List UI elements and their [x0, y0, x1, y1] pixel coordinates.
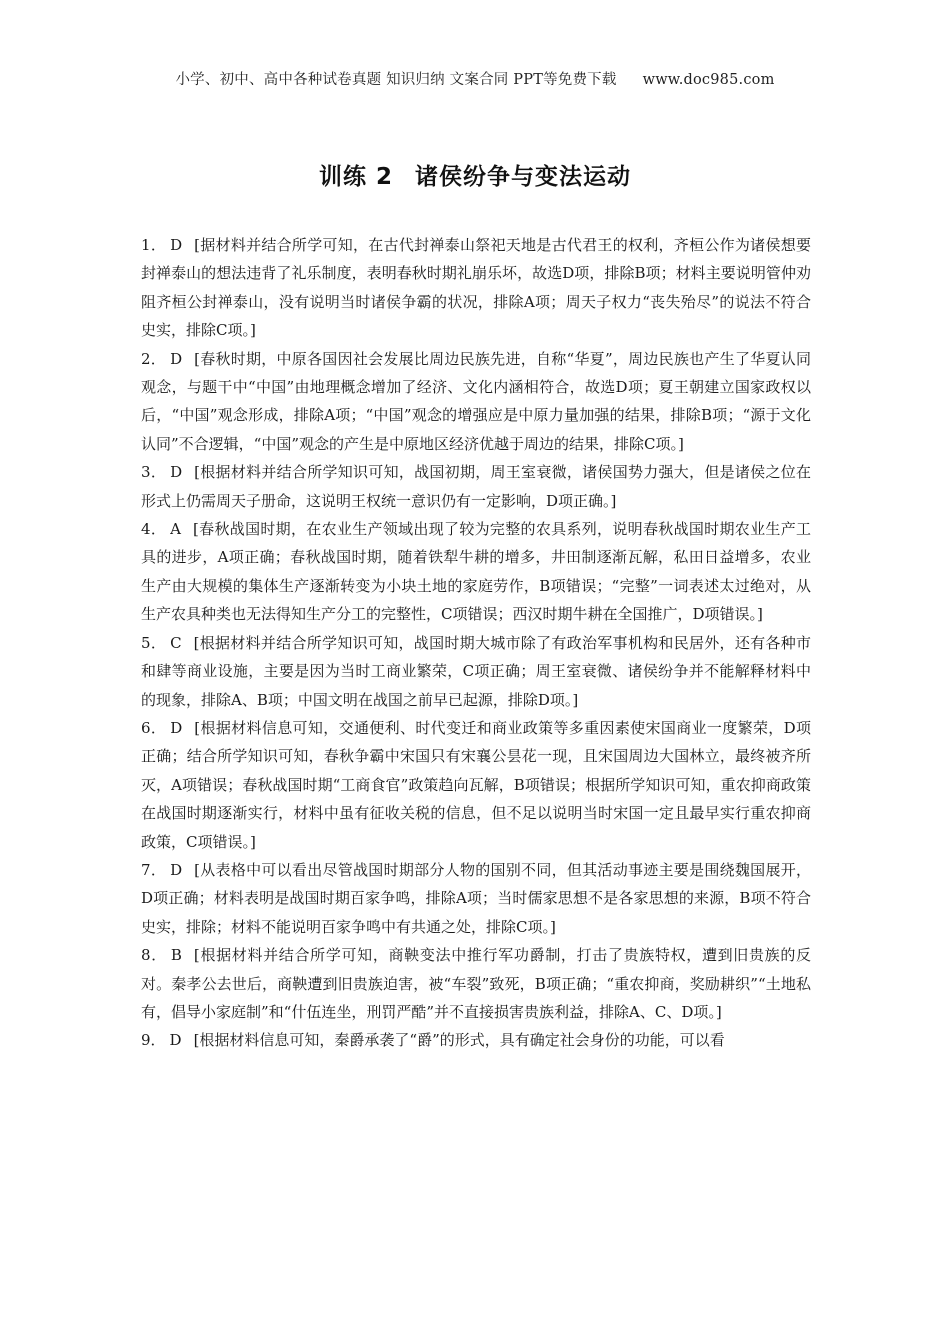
answer-number: 9．	[141, 1031, 166, 1050]
answer-number: 6．	[141, 718, 167, 737]
header-text: 小学、初中、高中各种试卷真题 知识归纳 文案合同 PPT等免费下载	[175, 72, 617, 88]
title-label: 训练 2	[318, 164, 393, 190]
answer-item-2	[141, 345, 811, 459]
answer-explanation: [根据材料信息可知，秦爵承袭了“爵”的形式，具有确定社会身份的功能，可以看	[193, 1031, 725, 1050]
answer-item-5	[141, 629, 811, 714]
answer-choice: D	[170, 236, 183, 254]
answer-explanation: [从表格中可以看出尽管战国时期部分人物的国别不同，但其活动事迹主要是围绕魏国展开，D项正确；材料表明是战国时期百家争鸣，排除A项；当时儒家思想不是各家思想的来源，B项不符合史实，排除；材料不能说明百家争鸣中有共通之处，排除C项。]	[141, 860, 812, 936]
answer-choice: D	[170, 860, 183, 879]
answer-explanation: [根据材料并结合所学知识可知，战国初期，周王室衰微，诸侯国势力强大，但是诸侯之位在形式上仍需周天子册命，这说明王权统一意识仍有一定影响，D项正确。]	[141, 463, 812, 510]
title-topic: 诸侯纷争与变法运动	[415, 164, 631, 190]
answer-explanation: [根据材料并结合所学知识可知，战国时期大城市除了有政治军事机构和民居外，还有各种市和肆等商业设施，主要是因为当时工商业繁荣，C项正确；周王室衰微、诸侯纷争并不能解释材料中的现象，排除A、B项；中国文明在战国之前早已起源，排除D项。]	[141, 633, 811, 709]
answer-choice: D	[170, 463, 183, 482]
page-title	[0, 158, 950, 191]
answer-item-9	[141, 1026, 811, 1054]
answer-choice: A	[170, 520, 181, 539]
answer-choice: C	[170, 633, 182, 652]
answer-number: 8．	[141, 946, 167, 965]
answer-item-3	[141, 458, 811, 515]
answer-number: 2．	[141, 349, 167, 368]
answer-item-4	[141, 515, 811, 629]
answer-number: 7．	[141, 860, 167, 879]
header-url[interactable]: www.doc985.com	[642, 72, 775, 88]
page-header	[0, 68, 950, 89]
answer-explanation: [春秋时期，中原各国因社会发展比周边民族先进，自称“华夏”，周边民族也产生了华夏认同观念，与题干中“中国”由地理概念增加了经济、文化内涵相符合，故选D项；夏王朝建立国家政权以后，“中国”观念形成，排除A项；“中国”观念的增强应是中原力量加强的结果，排除B项；“源于文化认同”不合逻辑，“中国”观念的产生是中原地区经济优越于周边的结果，排除C项。]	[141, 349, 811, 453]
answer-number: 3．	[141, 463, 167, 482]
answer-choice: B	[170, 946, 182, 965]
answer-explanation: [根据材料信息可知，交通便利、时代变迁和商业政策等多重因素使宋国商业一度繁荣，D项正确；结合所学知识可知，春秋争霸中宋国只有宋襄公昙花一现，且宋国周边大国林立，最终被齐所灭，A项错误；春秋战国时期“工商食官”政策趋向瓦解，B项错误；根据所学知识可知，重农抑商政策在战国时期逐渐实行，材料中虽有征收关税的信息，但不足以说明当时宋国一定且最早实行重农抑商政策，C项错误。]	[141, 718, 812, 851]
answer-choice: D	[170, 718, 183, 737]
answer-number: 1．	[141, 236, 167, 254]
answer-list	[141, 231, 811, 1055]
answer-item-8	[141, 941, 811, 1026]
answer-choice: D	[169, 1031, 182, 1050]
answer-explanation: [据材料并结合所学可知，在古代封禅泰山祭祀天地是古代君王的权利，齐桓公作为诸侯想要封禅泰山的想法违背了礼乐制度，表明春秋时期礼崩乐坏，故选D项，排除B项；材料主要说明管仲劝阻齐桓公封禅泰山，没有说明当时诸侯争霸的状况，排除A项；周天子权力“丧失殆尽”的说法不符合史实，排除C项。]	[141, 236, 812, 340]
answer-explanation: [根据材料并结合所学可知，商鞅变法中推行军功爵制，打击了贵族特权，遭到旧贵族的反对。秦孝公去世后，商鞅遭到旧贵族迫害，被“车裂”致死，B项正确；“重农抑商，奖励耕织”“土地私有，倡导小家庭制”和“什伍连坐，刑罚严酷”并不直接损害贵族利益，排除A、C、D项。]	[141, 946, 811, 1021]
answer-choice: D	[170, 349, 183, 368]
answer-item-1	[141, 231, 811, 345]
answer-number: 4．	[141, 520, 167, 539]
answer-item-7	[141, 856, 811, 941]
answer-number: 5．	[141, 633, 167, 652]
answer-item-6	[141, 714, 811, 856]
answer-explanation: [春秋战国时期，在农业生产领域出现了较为完整的农具系列，说明春秋战国时期农业生产工具的进步，A项正确；春秋战国时期，随着铁犁牛耕的增多，井田制逐渐瓦解，私田日益增多，农业生产由大规模的集体生产逐渐转变为小块土地的家庭劳作，B项错误；“完整”一词表述太过绝对，从生产农具种类也无法得知生产分工的完整性，C项错误；西汉时期牛耕在全国推广，D项错误。]	[141, 520, 811, 624]
